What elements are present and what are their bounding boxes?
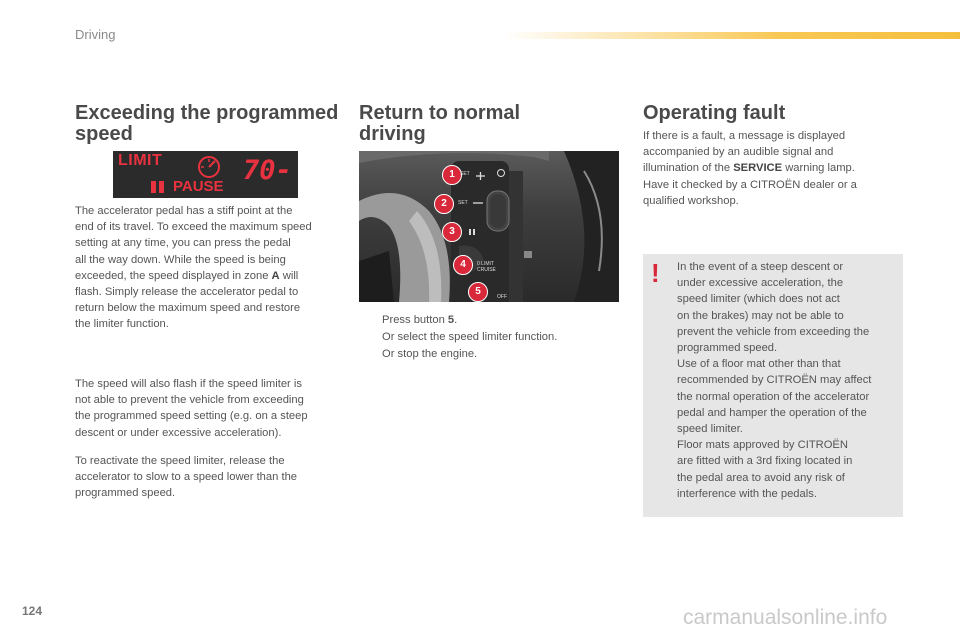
pause-bars-icon — [151, 181, 171, 193]
header-stripe — [505, 32, 960, 39]
paragraph-reactivate — [75, 453, 297, 502]
speedometer-icon — [196, 154, 226, 178]
text-line: the limiter function. — [75, 318, 169, 331]
heading-exceeding — [75, 103, 338, 145]
warning-icon: ! — [651, 258, 660, 288]
text-line: on the brakes) may not be able to — [677, 309, 844, 322]
text-span: illumination of the — [643, 162, 734, 175]
text-line: programmed speed. — [677, 342, 778, 355]
text-line: end of its travel. To exceed the maximum speed — [75, 221, 312, 234]
text-line: Use of a floor mat other than that — [677, 358, 841, 371]
text-line: all the way down. While the speed is being — [75, 253, 286, 266]
text-line: not able to prevent the vehicle from exceeding — [75, 394, 304, 407]
text-line: setting at any time, you can press the pedal — [75, 237, 291, 250]
heading-return-line2: driving — [359, 123, 426, 145]
limit-display-image — [113, 151, 298, 198]
callout-2: 2 — [434, 194, 454, 214]
heading-operating-fault: Operating fault — [643, 102, 786, 124]
steering-wheel-illustration — [359, 151, 619, 302]
set-minus-label: SET — [458, 200, 468, 206]
text-line: accelerator to slow to a speed lower than the — [75, 471, 298, 484]
warning-text — [677, 259, 871, 502]
off-label: OFF — [497, 294, 507, 300]
text-line: Have it checked by a CITROËN dealer or a — [643, 178, 857, 191]
text-line: are fitted with a 3rd fixing located in — [677, 455, 853, 468]
text-line: accompanied by an audible signal and — [643, 146, 834, 159]
paragraph-fault — [643, 128, 857, 209]
text-line: the normal operation of the accelerator — [677, 390, 870, 403]
text-span: Or select the speed limiter function. — [382, 331, 558, 343]
text-line: speed limiter (which does not act — [677, 293, 840, 306]
text-line: the pedal area to avoid any risk of — [677, 471, 845, 484]
text-line: The speed will also flash if the speed limiter is — [75, 378, 302, 390]
service-label: SERVICE — [733, 162, 783, 175]
text-line: pedal and hamper the operation of the — [677, 406, 867, 419]
text-line: interference with the pedals. — [677, 487, 817, 500]
text-span: warning lamp. — [782, 162, 855, 175]
callout-4: 4 — [453, 255, 473, 275]
display-limit-text: LIMIT — [118, 152, 163, 169]
list-item — [362, 312, 557, 329]
watermark: carmanualsonline.info — [683, 606, 888, 629]
text-line: the programmed speed setting (e.g. on a steep — [75, 410, 308, 423]
text-line: programmed speed. — [75, 487, 176, 500]
text-line: prevent the vehicle from exceeding the — [677, 325, 870, 338]
paragraph-exceed — [75, 203, 312, 333]
bullet-list — [362, 312, 557, 363]
text-line: To reactivate the speed limiter, release the — [75, 455, 285, 467]
heading-return-line1: Return to normal — [359, 102, 521, 124]
limit-cruise-label: 0 LIMIT CRUISE — [477, 261, 496, 273]
text-span: will — [279, 269, 299, 282]
text-span: exceeded, the speed displayed in zone — [75, 269, 272, 282]
set-plus-label: SET — [460, 171, 470, 177]
list-item — [362, 329, 557, 346]
zone-a-label: A — [271, 269, 280, 282]
heading-exceeding-line1: Exceeding the programmed — [75, 102, 339, 124]
text-line: The accelerator pedal has a stiff point at the — [75, 205, 293, 217]
text-line: Floor mats approved by CITROËN — [677, 439, 848, 452]
text-line: If there is a fault, a message is displayed — [643, 130, 846, 142]
text-span: Press button — [382, 314, 448, 326]
text-line — [643, 160, 857, 176]
paragraph-flash — [75, 376, 308, 441]
text-line: return below the maximum speed and restore — [75, 302, 301, 315]
text-line: recommended by CITROËN may affect — [677, 374, 872, 387]
steering-wheel-photo — [359, 151, 619, 302]
text-line — [75, 268, 312, 284]
page-number: 124 — [22, 604, 43, 618]
callout-5: 5 — [468, 282, 488, 302]
text-line: speed limiter. — [677, 423, 743, 436]
display-pause-text: PAUSE — [173, 178, 224, 195]
heading-exceeding-line2: speed — [75, 123, 133, 145]
display-speed-text: 70- — [243, 155, 292, 186]
text-line: qualified workshop. — [643, 194, 739, 207]
callout-3: 3 — [442, 222, 462, 242]
button-5-label: 5 — [447, 314, 455, 326]
heading-return — [359, 103, 520, 145]
section-label: Driving — [75, 27, 116, 42]
text-span: Or stop the engine. — [382, 348, 478, 360]
list-item — [362, 346, 557, 363]
callout-1: 1 — [442, 165, 462, 185]
text-line: flash. Simply release the accelerator pedal to — [75, 286, 299, 299]
text-line: In the event of a steep descent or — [677, 261, 844, 273]
text-line: descent or under excessive acceleration). — [75, 426, 282, 439]
text-span: . — [454, 314, 458, 326]
text-line: under excessive acceleration, the — [677, 277, 844, 290]
